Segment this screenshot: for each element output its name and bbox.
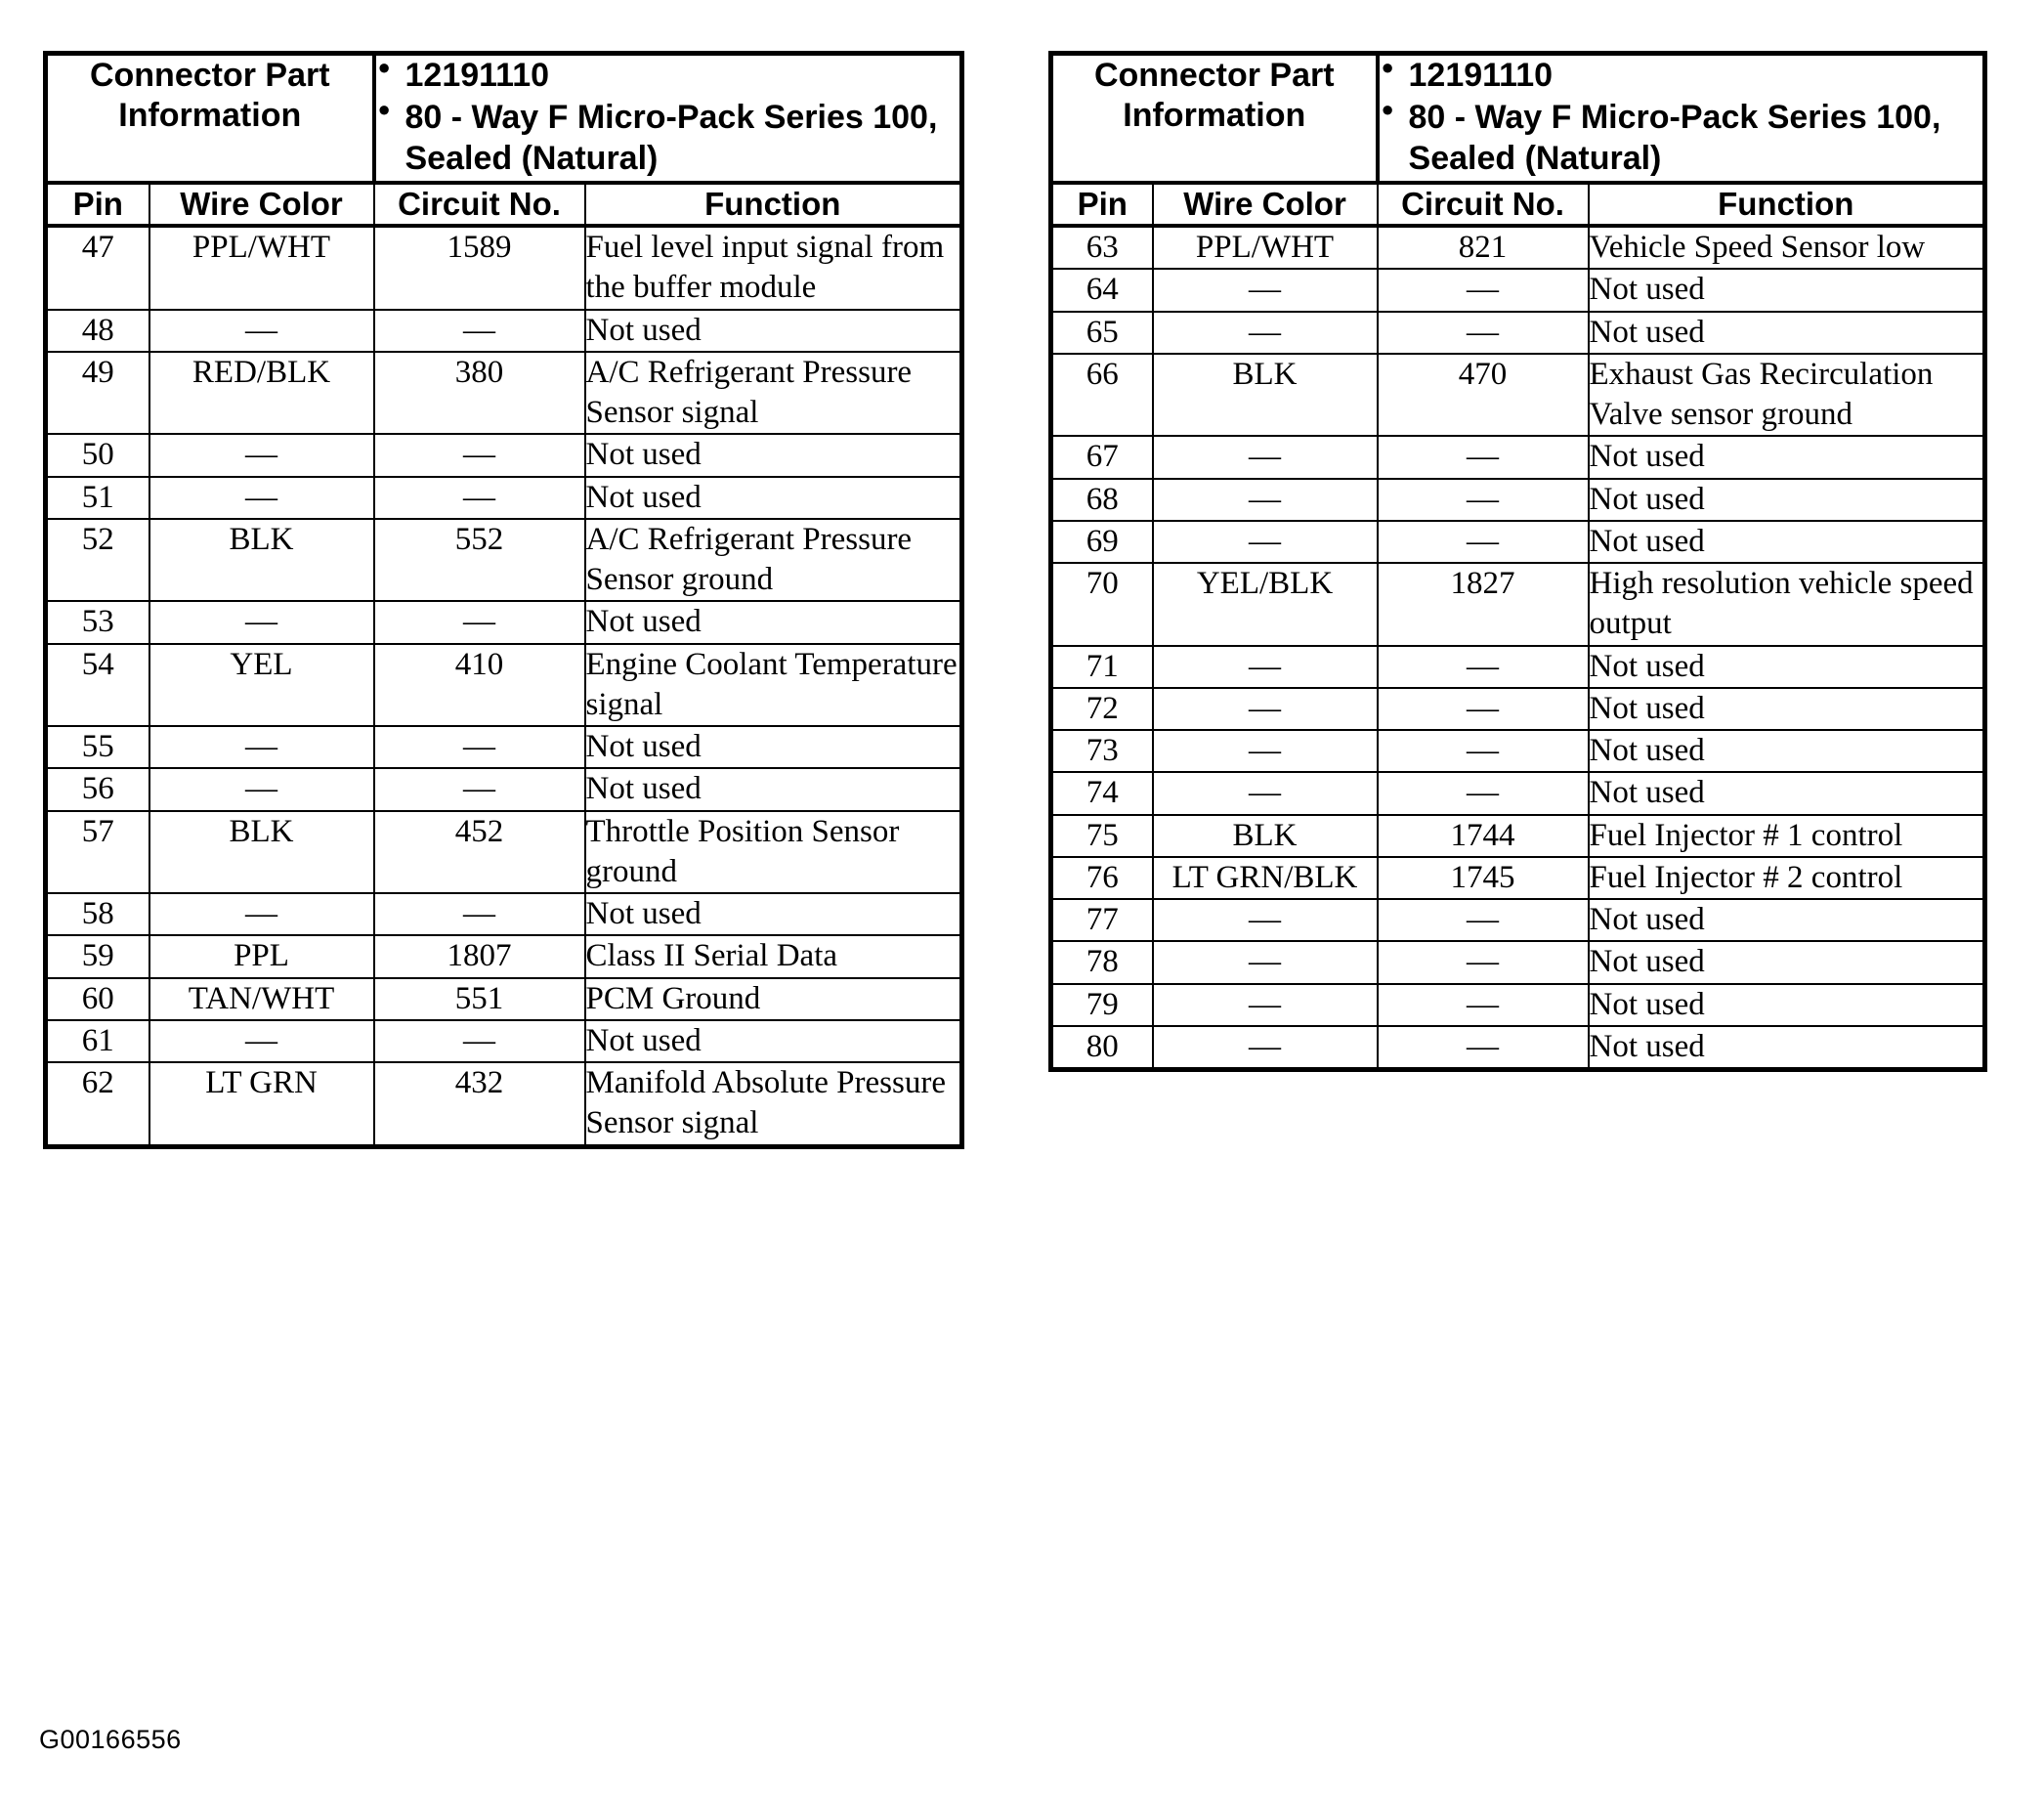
cell-circuit: 1744 (1378, 815, 1589, 857)
table-row (1051, 688, 1985, 730)
cell-wire: — (1153, 312, 1378, 354)
cell-pin: 55 (46, 726, 149, 768)
cell-pin: 68 (1051, 479, 1153, 521)
cell-function: Not used (1589, 899, 1985, 941)
cell-function: Not used (1589, 479, 1985, 521)
cell-function: Not used (1589, 941, 1985, 983)
cell-pin: 61 (46, 1020, 149, 1062)
cell-function: Fuel level input signal from the buffer module (585, 226, 962, 310)
table-row (1051, 436, 1985, 478)
cell-wire: — (149, 434, 374, 476)
cell-circuit: 410 (374, 644, 585, 727)
cell-circuit: 552 (374, 519, 585, 602)
table-row (46, 226, 962, 310)
cell-pin: 56 (46, 768, 149, 810)
cell-pin: 75 (1051, 815, 1153, 857)
connector-part-number: ● 12191110 (405, 56, 960, 96)
cell-circuit: — (1378, 521, 1589, 563)
cell-pin: 57 (46, 811, 149, 894)
cell-pin: 67 (1051, 436, 1153, 478)
table-row (1051, 899, 1985, 941)
cell-pin: 58 (46, 893, 149, 935)
cell-wire: YEL/BLK (1153, 563, 1378, 646)
cell-function: Not used (585, 893, 962, 935)
cell-wire: — (1153, 941, 1378, 983)
cell-circuit: 432 (374, 1062, 585, 1146)
cell-function: Not used (1589, 436, 1985, 478)
cell-function: Class II Serial Data (585, 935, 962, 977)
column-header-wire-color: Wire Color (149, 183, 374, 226)
cell-wire: — (1153, 1026, 1378, 1070)
cell-function: Not used (585, 1020, 962, 1062)
cell-circuit: 470 (1378, 354, 1589, 437)
cell-wire: — (1153, 646, 1378, 688)
cell-wire: — (149, 601, 374, 643)
cell-circuit: — (374, 310, 585, 352)
cell-circuit: — (1378, 1026, 1589, 1070)
cell-circuit: — (1378, 312, 1589, 354)
cell-wire: PPL/WHT (1153, 226, 1378, 269)
table-row (1051, 354, 1985, 437)
cell-circuit: — (374, 601, 585, 643)
cell-circuit: — (1378, 941, 1589, 983)
cell-wire: — (1153, 899, 1378, 941)
connector-part-information-label: Connector Part Information (1051, 54, 1378, 184)
cell-function: Not used (1589, 772, 1985, 814)
cell-circuit: — (1378, 688, 1589, 730)
table-row (1051, 479, 1985, 521)
cell-wire: — (1153, 436, 1378, 478)
cell-function: Not used (585, 477, 962, 519)
cell-wire: — (1153, 730, 1378, 772)
cell-circuit: 1827 (1378, 563, 1589, 646)
cell-pin: 50 (46, 434, 149, 476)
table-row (46, 601, 962, 643)
figure-code: G00166556 (39, 1725, 182, 1754)
cell-function: A/C Refrigerant Pressure Sensor signal (585, 352, 962, 435)
table-row (46, 434, 962, 476)
table-row (1051, 772, 1985, 814)
cell-pin: 59 (46, 935, 149, 977)
cell-wire: — (1153, 984, 1378, 1026)
table-row (46, 768, 962, 810)
cell-wire: — (1153, 521, 1378, 563)
cell-pin: 73 (1051, 730, 1153, 772)
connector-part-information-label: Connector Part Information (46, 54, 374, 184)
cell-wire: — (149, 726, 374, 768)
cell-circuit: 452 (374, 811, 585, 894)
cell-function: Not used (1589, 269, 1985, 311)
cell-wire: LT GRN/BLK (1153, 857, 1378, 899)
table-row (1051, 563, 1985, 646)
cell-wire: — (1153, 269, 1378, 311)
table-row (1051, 226, 1985, 269)
cell-circuit: 380 (374, 352, 585, 435)
cell-circuit: 821 (1378, 226, 1589, 269)
cell-circuit: — (374, 1020, 585, 1062)
cell-wire: — (1153, 479, 1378, 521)
connector-description: ● 80 - Way F Micro-Pack Series 100, Sealed (Natural) (1409, 98, 1983, 179)
column-header-row (46, 183, 962, 226)
cell-wire: — (1153, 772, 1378, 814)
cell-function: Not used (1589, 646, 1985, 688)
column-header-row (1051, 183, 1985, 226)
cell-pin: 77 (1051, 899, 1153, 941)
cell-circuit: — (374, 434, 585, 476)
cell-function: Not used (585, 726, 962, 768)
cell-function: Not used (1589, 521, 1985, 563)
connector-tables-row (0, 51, 2044, 1149)
connector-part-information-row (1051, 54, 1985, 184)
cell-function: Not used (1589, 984, 1985, 1026)
cell-function: Throttle Position Sensor ground (585, 811, 962, 894)
table-row (46, 1020, 962, 1062)
cell-function: Not used (585, 434, 962, 476)
table-row (1051, 269, 1985, 311)
cell-wire: BLK (149, 811, 374, 894)
cell-wire: PPL (149, 935, 374, 977)
cell-pin: 62 (46, 1062, 149, 1146)
cell-wire: — (149, 893, 374, 935)
table-row (46, 352, 962, 435)
table-row (1051, 941, 1985, 983)
left-connector-table (43, 51, 964, 1149)
cell-function: Fuel Injector # 2 control (1589, 857, 1985, 899)
cell-wire: BLK (149, 519, 374, 602)
cell-function: Not used (585, 310, 962, 352)
cell-circuit: — (1378, 984, 1589, 1026)
cell-function: Vehicle Speed Sensor low (1589, 226, 1985, 269)
cell-function: Not used (1589, 312, 1985, 354)
connector-part-information-value (1378, 54, 1985, 184)
column-header-wire-color: Wire Color (1153, 183, 1378, 226)
table-row (1051, 857, 1985, 899)
cell-pin: 69 (1051, 521, 1153, 563)
table-row (46, 477, 962, 519)
cell-pin: 76 (1051, 857, 1153, 899)
table-row (1051, 984, 1985, 1026)
cell-circuit: 551 (374, 978, 585, 1020)
cell-function: Not used (585, 601, 962, 643)
cell-wire: LT GRN (149, 1062, 374, 1146)
cell-pin: 70 (1051, 563, 1153, 646)
cell-circuit: 1589 (374, 226, 585, 310)
connector-part-information-value (374, 54, 962, 184)
table-row (46, 811, 962, 894)
table-row (46, 978, 962, 1020)
table-row (46, 935, 962, 977)
cell-wire: BLK (1153, 354, 1378, 437)
cell-circuit: 1807 (374, 935, 585, 977)
cell-function: PCM Ground (585, 978, 962, 1020)
cell-pin: 54 (46, 644, 149, 727)
cell-circuit: 1745 (1378, 857, 1589, 899)
column-header-circuit-no: Circuit No. (1378, 183, 1589, 226)
cell-circuit: — (374, 477, 585, 519)
cell-pin: 51 (46, 477, 149, 519)
table-row (1051, 815, 1985, 857)
cell-function: Not used (1589, 688, 1985, 730)
cell-circuit: — (374, 768, 585, 810)
cell-pin: 74 (1051, 772, 1153, 814)
table-row (46, 893, 962, 935)
cell-function: Not used (1589, 730, 1985, 772)
table-row (46, 519, 962, 602)
cell-wire: YEL (149, 644, 374, 727)
cell-pin: 71 (1051, 646, 1153, 688)
cell-circuit: — (1378, 730, 1589, 772)
cell-circuit: — (374, 726, 585, 768)
cell-pin: 49 (46, 352, 149, 435)
cell-pin: 48 (46, 310, 149, 352)
cell-circuit: — (1378, 479, 1589, 521)
table-row (1051, 646, 1985, 688)
right-connector-table (1048, 51, 1987, 1072)
cell-pin: 78 (1051, 941, 1153, 983)
cell-pin: 47 (46, 226, 149, 310)
cell-pin: 53 (46, 601, 149, 643)
cell-wire: — (149, 477, 374, 519)
cell-circuit: — (1378, 772, 1589, 814)
cell-circuit: — (374, 893, 585, 935)
cell-circuit: — (1378, 899, 1589, 941)
cell-pin: 80 (1051, 1026, 1153, 1070)
cell-pin: 79 (1051, 984, 1153, 1026)
connector-description: ● 80 - Way F Micro-Pack Series 100, Sealed (Natural) (405, 98, 960, 179)
column-header-function: Function (1589, 183, 1985, 226)
table-row (46, 644, 962, 727)
connector-part-number: ● 12191110 (1409, 56, 1983, 96)
table-row (1051, 312, 1985, 354)
cell-wire: — (1153, 688, 1378, 730)
table-row (1051, 1026, 1985, 1070)
cell-pin: 52 (46, 519, 149, 602)
table-row (46, 1062, 962, 1146)
cell-wire: TAN/WHT (149, 978, 374, 1020)
cell-wire: — (149, 310, 374, 352)
table-row (1051, 521, 1985, 563)
cell-function: Fuel Injector # 1 control (1589, 815, 1985, 857)
cell-pin: 60 (46, 978, 149, 1020)
cell-function: Exhaust Gas Recirculation Valve sensor ground (1589, 354, 1985, 437)
cell-function: A/C Refrigerant Pressure Sensor ground (585, 519, 962, 602)
cell-pin: 65 (1051, 312, 1153, 354)
cell-function: High resolution vehicle speed output (1589, 563, 1985, 646)
table-row (1051, 730, 1985, 772)
cell-wire: — (149, 768, 374, 810)
cell-circuit: — (1378, 436, 1589, 478)
cell-function: Engine Coolant Temperature signal (585, 644, 962, 727)
cell-wire: — (149, 1020, 374, 1062)
column-header-circuit-no: Circuit No. (374, 183, 585, 226)
cell-pin: 63 (1051, 226, 1153, 269)
cell-function: Manifold Absolute Pressure Sensor signal (585, 1062, 962, 1146)
table-row (46, 726, 962, 768)
cell-pin: 72 (1051, 688, 1153, 730)
cell-pin: 64 (1051, 269, 1153, 311)
cell-wire: PPL/WHT (149, 226, 374, 310)
cell-wire: BLK (1153, 815, 1378, 857)
cell-wire: RED/BLK (149, 352, 374, 435)
connector-part-information-row (46, 54, 962, 184)
column-header-function: Function (585, 183, 962, 226)
column-header-pin: Pin (46, 183, 149, 226)
column-header-pin: Pin (1051, 183, 1153, 226)
cell-function: Not used (585, 768, 962, 810)
cell-pin: 66 (1051, 354, 1153, 437)
cell-function: Not used (1589, 1026, 1985, 1070)
table-row (46, 310, 962, 352)
cell-circuit: — (1378, 646, 1589, 688)
cell-circuit: — (1378, 269, 1589, 311)
